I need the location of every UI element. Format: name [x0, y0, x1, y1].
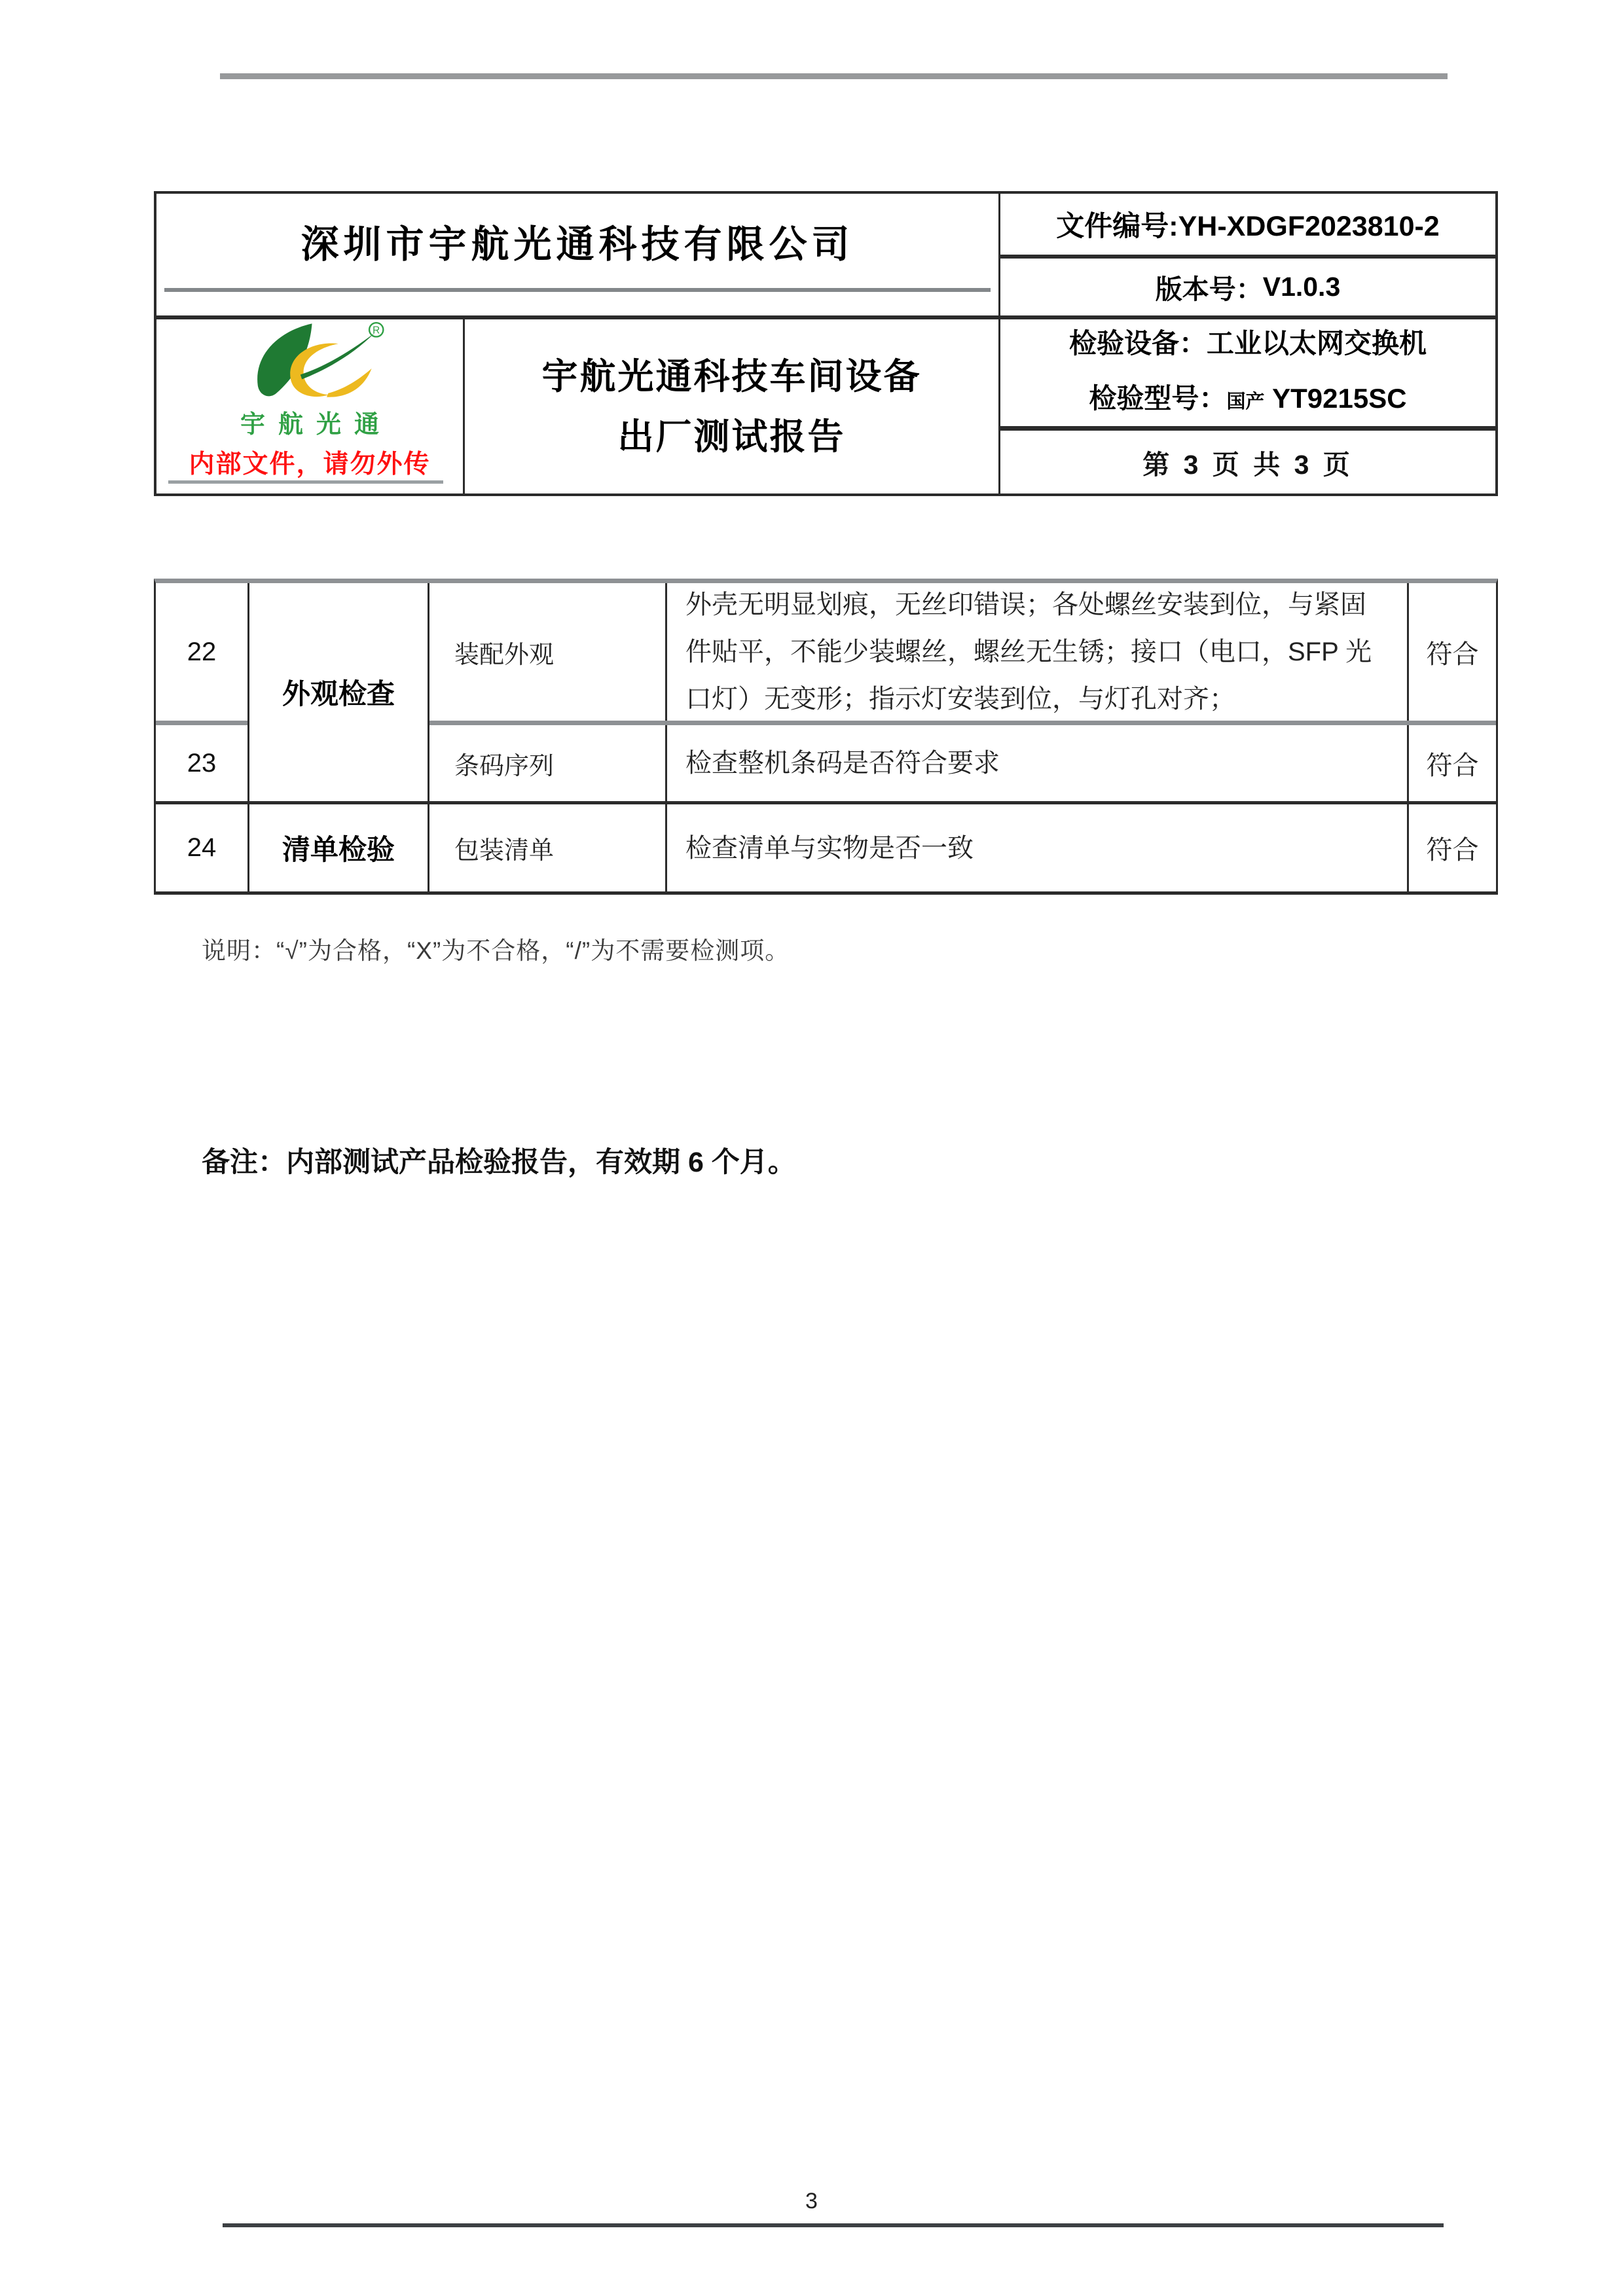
model-prefix: 国产 [1226, 391, 1265, 412]
report-title-line2: 出厂测试报告 [617, 416, 846, 457]
row24-no: 24 [187, 833, 217, 862]
inspection-model-line [1089, 371, 1406, 429]
row23-result: 符合 [1426, 751, 1479, 780]
row23-no: 23 [187, 748, 217, 778]
model-label: 检验型号： [1089, 383, 1227, 414]
header-table [154, 191, 1498, 496]
remark-note: 备注：内部测试产品检验报告，有效期 6 个月。 [202, 1147, 796, 1178]
svg-text:R: R [373, 325, 380, 336]
row24-category: 清单检验 [282, 834, 395, 866]
row23-item: 条码序列 [454, 752, 555, 780]
device-label: 检验设备： [1068, 328, 1207, 359]
row24-item: 包装清单 [454, 837, 555, 865]
version-value: V1.0.3 [1262, 272, 1341, 302]
inspection-device-line [1069, 316, 1427, 371]
row23-requirement: 检查整机条码是否符合要求 [685, 749, 1000, 778]
version-row [1000, 259, 1495, 315]
row22-category: 外观检查 [282, 679, 395, 710]
legend-note: 说明：“√”为合格，“X”为不合格，“/”为不需要检测项。 [202, 937, 790, 964]
bottom-rule [223, 2223, 1444, 2227]
row22-item: 装配外观 [454, 641, 555, 669]
footer-page-number: 3 [805, 2189, 818, 2214]
row24-result: 符合 [1426, 836, 1479, 865]
registered-trademark-icon [369, 323, 383, 336]
row-divider-22-23a [156, 721, 247, 725]
report-title-line1: 宇航光通科技车间设备 [541, 356, 922, 397]
model-value: YT9215SC [1272, 383, 1407, 414]
logo-cell-underline [168, 480, 443, 484]
test-table [154, 579, 1498, 895]
company-logo-icon [221, 322, 398, 403]
logo-brand-text: 宇航光通 [240, 411, 392, 439]
version-label: 版本号： [1155, 274, 1263, 304]
top-rule [220, 73, 1448, 79]
report-title-cell [465, 319, 998, 493]
row22-no: 22 [187, 637, 217, 666]
row22-result: 符合 [1426, 639, 1479, 669]
logo-cell [156, 319, 463, 480]
page-info: 第 3 页 共 3 页 [1142, 449, 1353, 480]
confidential-notice: 内部文件，请勿外传 [189, 450, 431, 478]
doc-number: 文件编号:YH-XDGF2023810-2 [1056, 211, 1440, 242]
company-name: 深圳市宇航光通科技有限公司 [301, 223, 854, 266]
row-divider-22-23b [429, 721, 1496, 725]
inspection-info-cell [1000, 319, 1495, 426]
company-underline [164, 288, 991, 292]
device-value: 工业以太网交换机 [1207, 328, 1427, 359]
row24-requirement: 检查清单与实物是否一致 [685, 833, 974, 863]
row22-requirement: 外壳无明显划痕，无丝印错误；各处螺丝安装到位，与紧固件贴平，不能少装螺丝，螺丝无生锈；接口（电口，SFP 光口灯）无变形；指示灯安装到位，与灯孔对齐； [685, 590, 1372, 713]
